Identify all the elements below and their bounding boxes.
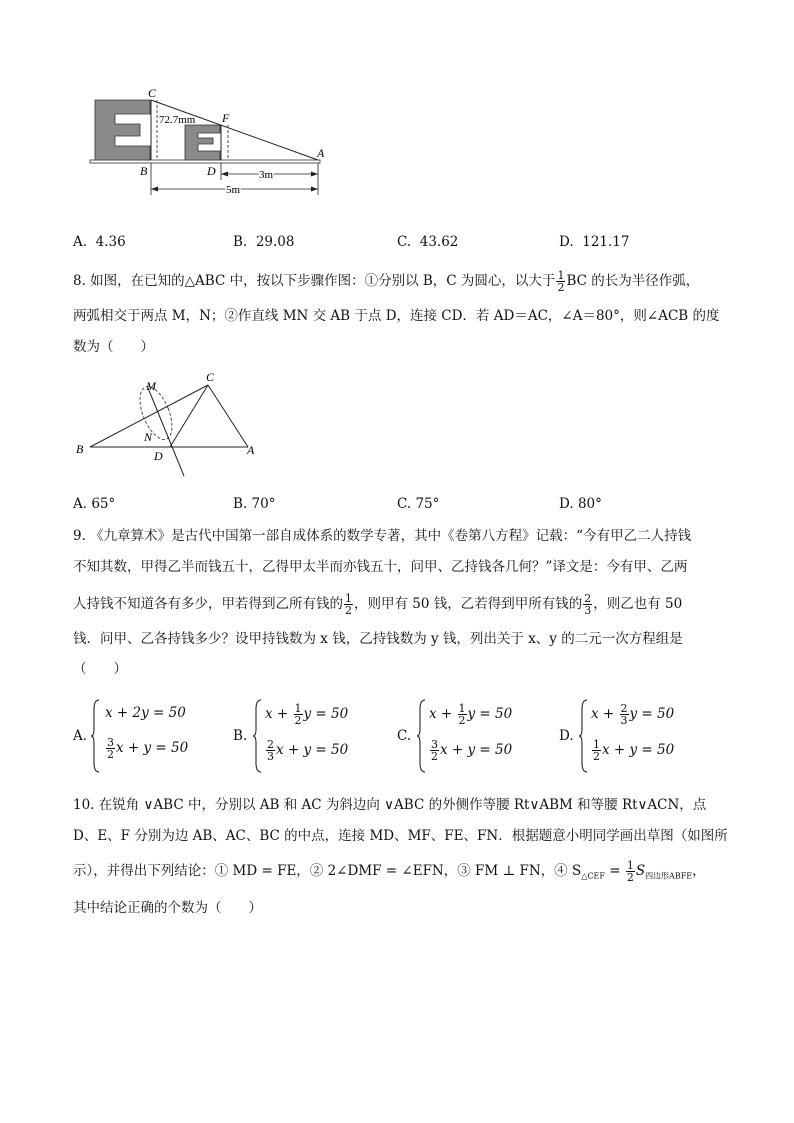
eq-rest: x + y = 50 bbox=[116, 740, 189, 756]
q10-eq: = bbox=[604, 863, 625, 879]
big-e-shape bbox=[95, 100, 150, 160]
option-letter: A. bbox=[73, 234, 88, 250]
q9d-eq2 bbox=[591, 739, 674, 762]
q7-option-b[interactable] bbox=[233, 234, 294, 250]
small-e-shape bbox=[185, 125, 220, 160]
dim-3m-arrow-l bbox=[221, 172, 228, 177]
q9-text-c: ，则乙也有 50 bbox=[593, 596, 683, 612]
frac-den: 2 bbox=[345, 604, 352, 617]
q8-fraction bbox=[556, 270, 565, 293]
q7-figure bbox=[85, 85, 335, 200]
q9-option-c[interactable] bbox=[397, 697, 537, 777]
frac-den: 3 bbox=[584, 604, 592, 617]
q10-frac bbox=[626, 860, 635, 883]
q9d-eq1 bbox=[591, 703, 674, 726]
q8-option-d[interactable] bbox=[559, 496, 602, 512]
q9-option-d[interactable] bbox=[559, 697, 699, 777]
option-letter: A. bbox=[73, 496, 88, 512]
dim-5m-label: 5m bbox=[226, 184, 241, 196]
frac bbox=[294, 703, 303, 726]
label-f: F bbox=[222, 111, 230, 125]
q9c-eq1 bbox=[429, 703, 512, 726]
frac-num: 1 bbox=[458, 702, 466, 715]
option-value: 65° bbox=[91, 496, 116, 512]
q9-frac-1 bbox=[344, 593, 353, 616]
q10-line1: 10. 在锐角 ∨ABC 中，分别以 AB 和 AC 为斜边向 ∨ABC 的外侧作等腰 Rt∨ABM 和等腰 Rt∨ACN，点 bbox=[73, 797, 707, 813]
q9a-eq2 bbox=[105, 737, 188, 760]
q9-line2: 不知其数，甲得乙半而钱五十，乙得甲太半而亦钱五十，问甲、乙持钱各几何？”译文是：今有甲、乙两 bbox=[73, 559, 688, 575]
q9-line5: （ ） bbox=[73, 661, 127, 677]
frac-den: 3 bbox=[620, 714, 628, 727]
frac-num: 2 bbox=[620, 702, 628, 715]
q9-text-a: 人持钱不知道各有多少，甲若得到乙所有钱的 bbox=[73, 596, 343, 612]
q8-option-a[interactable] bbox=[73, 496, 115, 512]
frac-den: 2 bbox=[107, 748, 114, 761]
label-a: A bbox=[247, 443, 255, 457]
frac bbox=[620, 703, 629, 726]
frac-num: 2 bbox=[267, 738, 274, 751]
q9-line4: 钱．问甲、乙各持钱多少？设甲持钱数为 x 钱，乙持钱数为 y 钱，列出关于 x、y 的二元一次方程组是 bbox=[73, 631, 683, 647]
frac-den: 2 bbox=[626, 871, 634, 884]
q9-option-a[interactable] bbox=[73, 697, 213, 777]
line-ca bbox=[151, 100, 318, 160]
height-label: 72.7mm bbox=[159, 114, 196, 126]
q9a-eq1: x + 2y = 50 bbox=[105, 705, 186, 721]
brace-icon bbox=[91, 699, 101, 773]
dim-5m-arrow-r bbox=[311, 187, 318, 192]
q8-line2: 两弧相交于两点 M，N；②作直线 MN 交 AB 于点 D，连接 CD．若 AD＝AC，∠A＝80°，则∠ACB 的度 bbox=[73, 308, 720, 324]
q10-sub2: 四边形ABFE bbox=[645, 871, 693, 881]
option-letter: C. bbox=[397, 496, 412, 512]
frac-num: 1 bbox=[557, 269, 565, 282]
q10-end: ， bbox=[692, 863, 706, 879]
label-m: M bbox=[146, 379, 156, 393]
frac-den: 2 bbox=[593, 750, 600, 763]
q8-line3: 数为（ ） bbox=[73, 339, 154, 355]
q10-line3 bbox=[73, 860, 706, 887]
dim-5m-arrow-l bbox=[151, 187, 158, 192]
q9-frac-2 bbox=[583, 593, 592, 616]
frac-den: 2 bbox=[431, 750, 438, 763]
q10-sub1: △CEF bbox=[581, 871, 605, 881]
arc-dashed bbox=[133, 382, 178, 444]
ground-strip bbox=[90, 160, 320, 163]
seg-cd bbox=[170, 385, 208, 447]
option-letter: D. bbox=[559, 728, 574, 744]
frac-num: 3 bbox=[431, 738, 438, 751]
option-letter: D. bbox=[559, 234, 574, 250]
q9b-eq1 bbox=[265, 703, 348, 726]
q8-option-c[interactable] bbox=[397, 496, 439, 512]
frac bbox=[266, 739, 275, 762]
dim-3m-label: 3m bbox=[259, 169, 274, 181]
option-value: 29.08 bbox=[255, 234, 295, 250]
frac bbox=[592, 739, 601, 762]
eq-pre: x + bbox=[429, 706, 457, 722]
q10-s: S bbox=[635, 863, 646, 879]
q9-text-b: ，则甲有 50 钱，乙若得到甲所有钱的 bbox=[354, 596, 583, 612]
label-b: B bbox=[76, 442, 84, 456]
q9-line3 bbox=[73, 593, 682, 616]
label-d: D bbox=[207, 164, 216, 178]
option-letter: B. bbox=[233, 496, 248, 512]
option-letter: C. bbox=[397, 234, 412, 250]
q9c-eq2 bbox=[429, 739, 512, 762]
q7-option-c[interactable] bbox=[397, 234, 458, 250]
brace-icon bbox=[579, 699, 589, 773]
frac-num: 1 bbox=[626, 859, 634, 872]
label-a: A bbox=[317, 146, 325, 160]
eq-rest: y = 50 bbox=[303, 706, 349, 722]
q9b-eq2 bbox=[265, 739, 348, 762]
option-value: 80° bbox=[577, 496, 602, 512]
frac-num: 1 bbox=[593, 738, 600, 751]
frac-num: 1 bbox=[294, 702, 302, 715]
dim-3m-arrow-r bbox=[311, 172, 318, 177]
label-b: B bbox=[140, 164, 148, 178]
brace-icon bbox=[253, 699, 263, 773]
option-letter: B. bbox=[233, 728, 248, 744]
brace-icon bbox=[417, 699, 427, 773]
eq-rest: x + y = 50 bbox=[276, 742, 349, 758]
frac-den: 3 bbox=[267, 750, 274, 763]
option-letter: D. bbox=[559, 496, 574, 512]
frac-num: 2 bbox=[584, 592, 592, 605]
eq-rest: x + y = 50 bbox=[602, 742, 675, 758]
q8-text-b: BC 的长为半径作弧， bbox=[566, 273, 700, 289]
label-c: C bbox=[206, 370, 215, 384]
q8-text-a: 8. 如图，在已知的△ABC 中，按以下步骤作图：①分别以 B，C 为圆心，以大于 bbox=[73, 273, 556, 289]
q7-option-a[interactable] bbox=[73, 234, 126, 250]
q8-figure bbox=[70, 368, 270, 483]
frac bbox=[458, 703, 467, 726]
q10-line4: 其中结论正确的个数为（ ） bbox=[73, 900, 262, 916]
q10-line2: D、E、F 分别为边 AB、AC、BC 的中点，连接 MD、MF、FE、FN．根据题意小明同学画出草图（如图所 bbox=[73, 828, 728, 844]
option-letter: A. bbox=[73, 728, 88, 744]
eq-pre: x + bbox=[591, 706, 619, 722]
option-value: 121.17 bbox=[582, 234, 630, 250]
frac-den: 2 bbox=[294, 714, 302, 727]
eq-rest: x + y = 50 bbox=[440, 742, 513, 758]
eq-pre: x + bbox=[265, 706, 293, 722]
frac bbox=[430, 739, 439, 762]
q8-option-b[interactable] bbox=[233, 496, 275, 512]
seg-ca bbox=[208, 385, 248, 447]
label-c: C bbox=[148, 86, 157, 100]
eq-rest: y = 50 bbox=[629, 706, 675, 722]
option-value: 43.62 bbox=[419, 234, 459, 250]
frac-num: 3 bbox=[107, 736, 114, 749]
option-letter: B. bbox=[233, 234, 248, 250]
q7-option-d[interactable] bbox=[559, 234, 629, 250]
q8-line1 bbox=[73, 270, 699, 293]
eq-rest: y = 50 bbox=[467, 706, 513, 722]
frac bbox=[106, 737, 115, 760]
frac-num: 1 bbox=[345, 592, 352, 605]
q10-text-a: 示），并得出下列结论：① MD = FE，② 2∠DMF = ∠EFN，③ FM ⊥ FN，④ S bbox=[73, 863, 582, 879]
q9-option-b[interactable] bbox=[233, 697, 373, 777]
option-value: 75° bbox=[415, 496, 440, 512]
q9-line1: 9. 《九章算术》是古代中国第一部自成体系的数学专著，其中《卷第八方程》记载：“今有甲乙二人持钱 bbox=[73, 528, 692, 544]
label-n: N bbox=[144, 430, 153, 444]
option-value: 4.36 bbox=[95, 234, 126, 250]
label-d: D bbox=[154, 449, 163, 463]
frac-den: 2 bbox=[458, 714, 466, 727]
option-letter: C. bbox=[397, 728, 412, 744]
option-value: 70° bbox=[251, 496, 276, 512]
frac-den: 2 bbox=[557, 281, 565, 294]
